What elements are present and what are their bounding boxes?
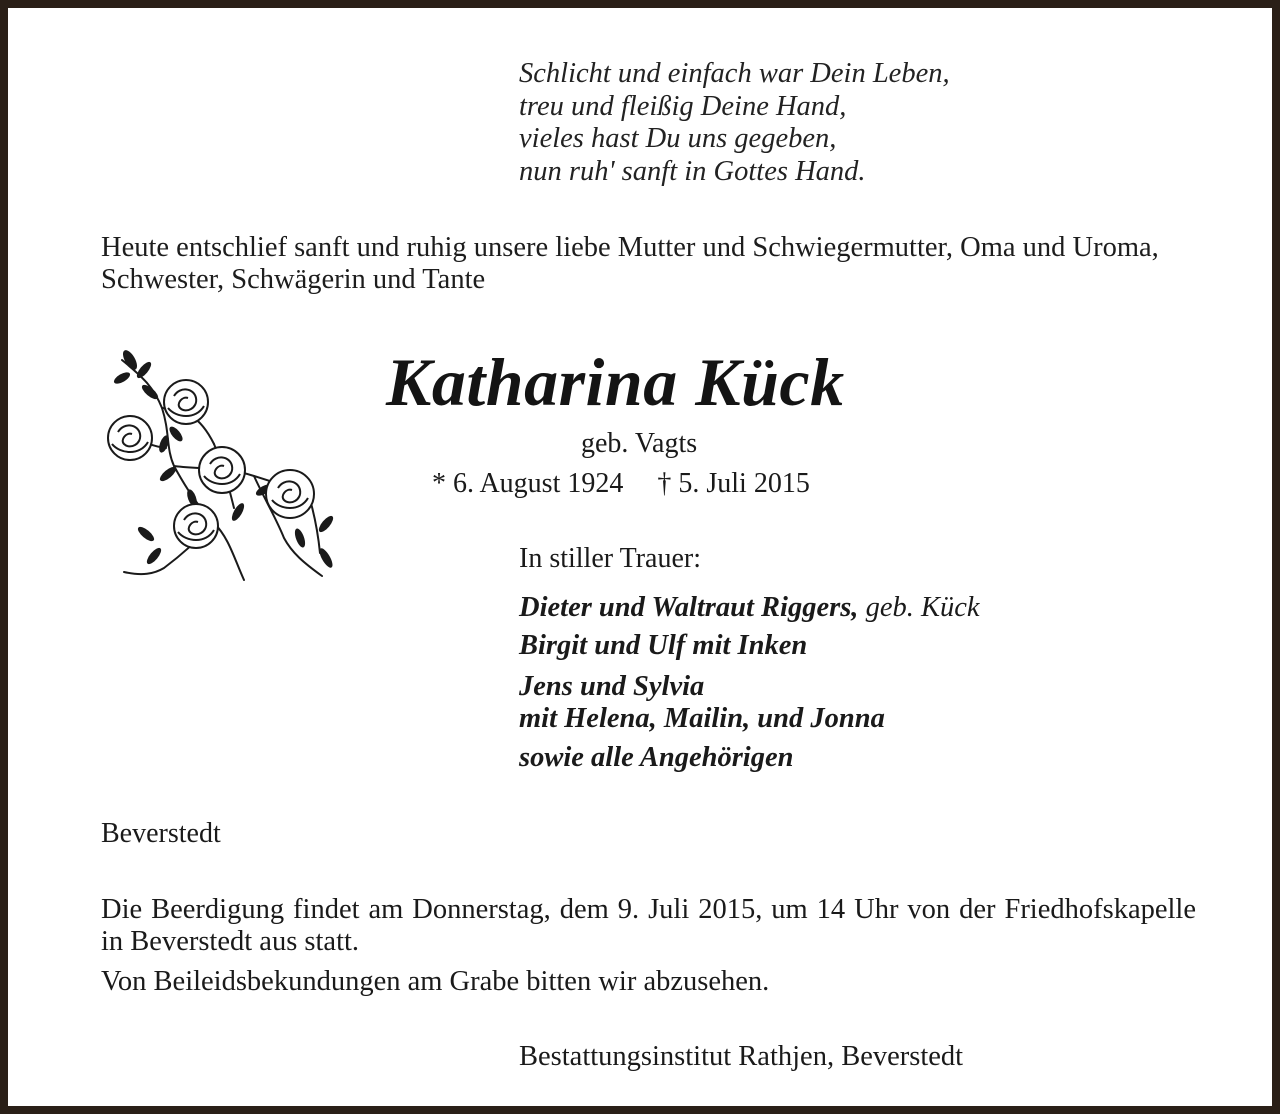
intro-text: Heute entschlief sanft und ruhig unsere liebe Mutter und Schwiegermutter, Oma und Uroma, Schwester, Schwägerin und Tante [101,232,1159,295]
mourner-line: Jens und Sylvia [519,671,705,702]
place-name: Beverstedt [101,818,221,849]
deceased-name: Katharina Kück [386,344,845,420]
mourner-line: sowie alle Angehörigen [519,742,794,773]
poem-line: treu und fleißig Deine Hand, [519,90,847,122]
death-date: † 5. Juli 2015 [657,468,810,499]
mourner-line: mit Helena, Mailin, und Jonna [519,703,885,734]
condolence-notice: Von Beileidsbekundungen am Grabe bitten wir abzusehen. [101,966,770,997]
poem-line: Schlicht und einfach war Dein Leben, [519,58,950,89]
birth-date: * 6. August 1924 [432,468,624,499]
poem-line: nun ruh' sanft in Gottes Hand. [519,155,866,187]
rose-branch-illustration [104,348,340,588]
funeral-notice: Die Beerdigung findet am Donnerstag, dem 9. Juli 2015, um 14 Uhr von der Friedhofskapelle in Beverstedt aus statt. [101,894,1196,957]
poem [519,58,950,188]
mourner-names: Dieter und Waltraut Riggers, [519,592,859,623]
maiden-name: geb. Vagts [581,428,698,459]
mourning-heading: In stiller Trauer: [519,543,701,574]
life-dates [432,468,810,500]
mourner-line [519,592,980,624]
mourner-note: geb. Kück [865,592,980,623]
undertaker: Bestattungsinstitut Rathjen, Beverstedt [519,1041,964,1072]
poem-line: vieles hast Du uns gegeben, [519,123,837,154]
mourner-line: Birgit und Ulf mit Inken [519,630,808,661]
